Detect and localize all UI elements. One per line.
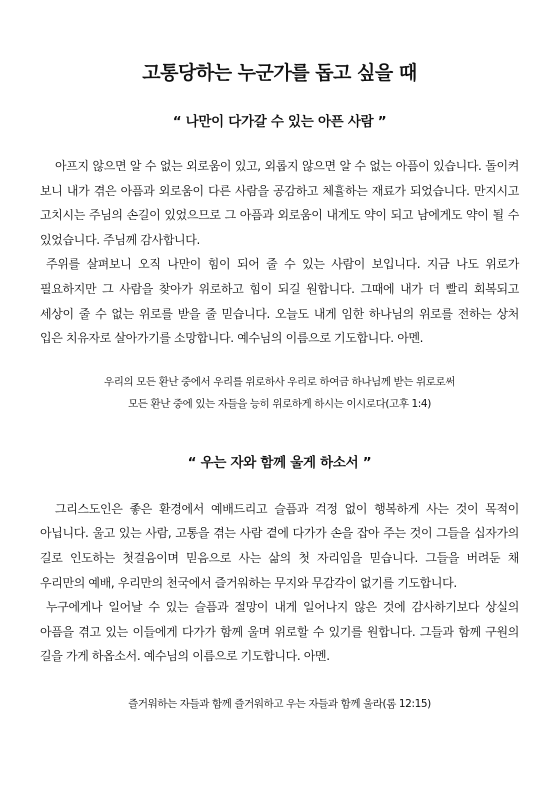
section1-paragraph-1: 아프지 않으면 알 수 없는 외로움이 있고, 외롭지 않으면 알 수 없는 아픔이 있습니다. 돌이켜 보니 내가 겪은 아픔과 외로움이 다른 사람을 공감하고 체휼하는 재료가 되었습니다. 만지시고 고치시는 주님의 손길이 있었으므로 그 아픔과 외로움이 내게도 약이 되고 남에게도 약이 될 수 있었습니다. 주님께 감사합니다. bbox=[40, 159, 519, 247]
bible-verse-line: 모든 환난 중에 있는 자들을 능히 위로하게 하시는 이시로다(고후 1:4) bbox=[128, 397, 431, 410]
section-heading-2: “ 우는 자와 함께 울게 하소서 ” bbox=[187, 454, 372, 471]
section2-paragraph-2: 누구에게나 일어날 수 있는 슬픔과 절망이 내게 일어나지 않은 것에 감사하기보다 상실의 아픔을 겪고 있는 이들에게 다가가 함께 울며 위로할 수 있기를 원합니다. 그들과 함께 구원의 길을 가게 하옵소서. 예수님의 이름으로 기도합니다. 아멘. bbox=[40, 600, 519, 664]
section2-paragraph-1: 그리스도인은 좋은 환경에서 예배드리고 슬픔과 걱정 없이 행복하게 사는 것이 목적이 아닙니다. 울고 있는 사람, 고통을 겪는 사람 곁에 다가가 손을 잡아 주는 것이 그들을 십자가의 길로 인도하는 첫걸음이며 믿음으로 사는 삶의 첫 자리임을 믿습니다. 그들을 버려둔 채 우리만의 예배, 우리만의 천국에서 즐거워하는 무지와 무감각이 없기를 기도합니다. bbox=[40, 501, 519, 590]
bible-verse: 즐거워하는 자들과 함께 즐거워하고 우는 자들과 함께 울라(롬 12:15) bbox=[128, 697, 431, 710]
bible-verse-line: 우리의 모든 환난 중에서 우리를 위로하사 우리로 하여금 하나님께 받는 위로로써 bbox=[104, 375, 455, 388]
section-heading-1: “ 나만이 다가갈 수 있는 아픈 사람 ” bbox=[172, 114, 387, 130]
section1-paragraph-2: 주위를 살펴보니 오직 나만이 힘이 되어 줄 수 있는 사람이 보입니다. 지금 나도 위로가 필요하지만 그 사람을 찾아가 위로하고 힘이 되길 원합니다. 그때에 내가 더 빨리 회복되고 세상이 줄 수 없는 위로를 받을 줄 믿습니다. 오늘도 내게 임한 하나님의 위로를 전하는 상처 입은 치유자로 살아가기를 소망합니다. 예수님의 이름으로 기도합니다. 아멘. bbox=[40, 257, 519, 346]
page-title: 고통당하는 누군가를 돕고 싶을 때 bbox=[142, 62, 417, 84]
